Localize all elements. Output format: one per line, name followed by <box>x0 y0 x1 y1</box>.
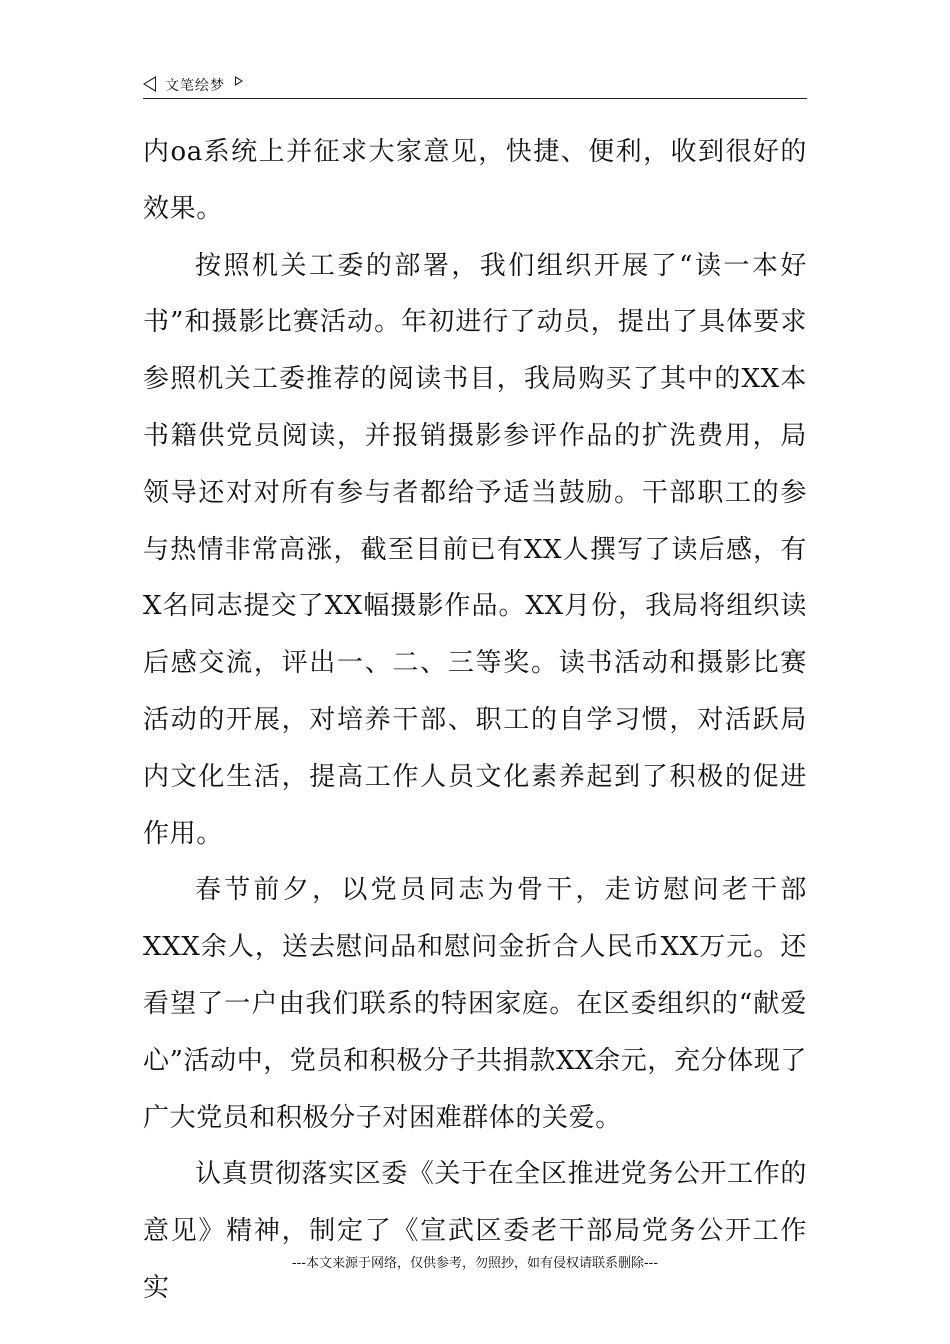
triangle-left-icon <box>143 76 156 92</box>
header-brand: 文笔绘梦 <box>165 78 225 94</box>
page-footer-disclaimer: ---本文来源于网络，仅供参考，勿照抄，如有侵权请联系删除--- <box>291 1256 659 1271</box>
paragraph-1: 内oa系统上并征求大家意见，快捷、便利，收到很好的效果。 <box>143 137 807 224</box>
paragraph-2: 按照机关工委的部署，我们组织开展了“读一本好书”和摄影比赛活动。年初进行了动员，提出了具体要求参照机关工委推荐的阅读书目，我局购买了其中的XX本书籍供党员阅读，并报销摄影参评作品的扩洗费用，局领导还对对所有参与者都给予适当鼓励。干部职工的参与热情非常高涨，截至目前已有XX人撰写了读后感，有X名同志提交了XX幅摄影作品。XX月份，我局将组织读后感交流，评出一、二、三等奖。读书活动和摄影比赛活动的开展，对培养干部、职工的自学习惯，对活跃局内文化生活，提高工作人员文化素养起到了积极的促进作用。 <box>143 250 807 849</box>
document-body <box>143 124 807 1317</box>
page-header <box>143 72 807 99</box>
paragraph-3: 春节前夕，以党员同志为骨干，走访慰问老干部XXX余人，送去慰问品和慰问金折合人民币XX万元。还看望了一户由我们联系的特困家庭。在区委组织的“献爱心”活动中，党员和积极分子共捐款XX余元，充分体现了广大党员和积极分子对困难群体的关爱。 <box>143 875 807 1133</box>
paragraph-4: 认真贯彻落实区委《关于在全区推进党务公开工作的意见》精神，制定了《宣武区委老干部局党务公开工作实 <box>143 1159 807 1303</box>
triangle-right-icon <box>235 76 243 86</box>
